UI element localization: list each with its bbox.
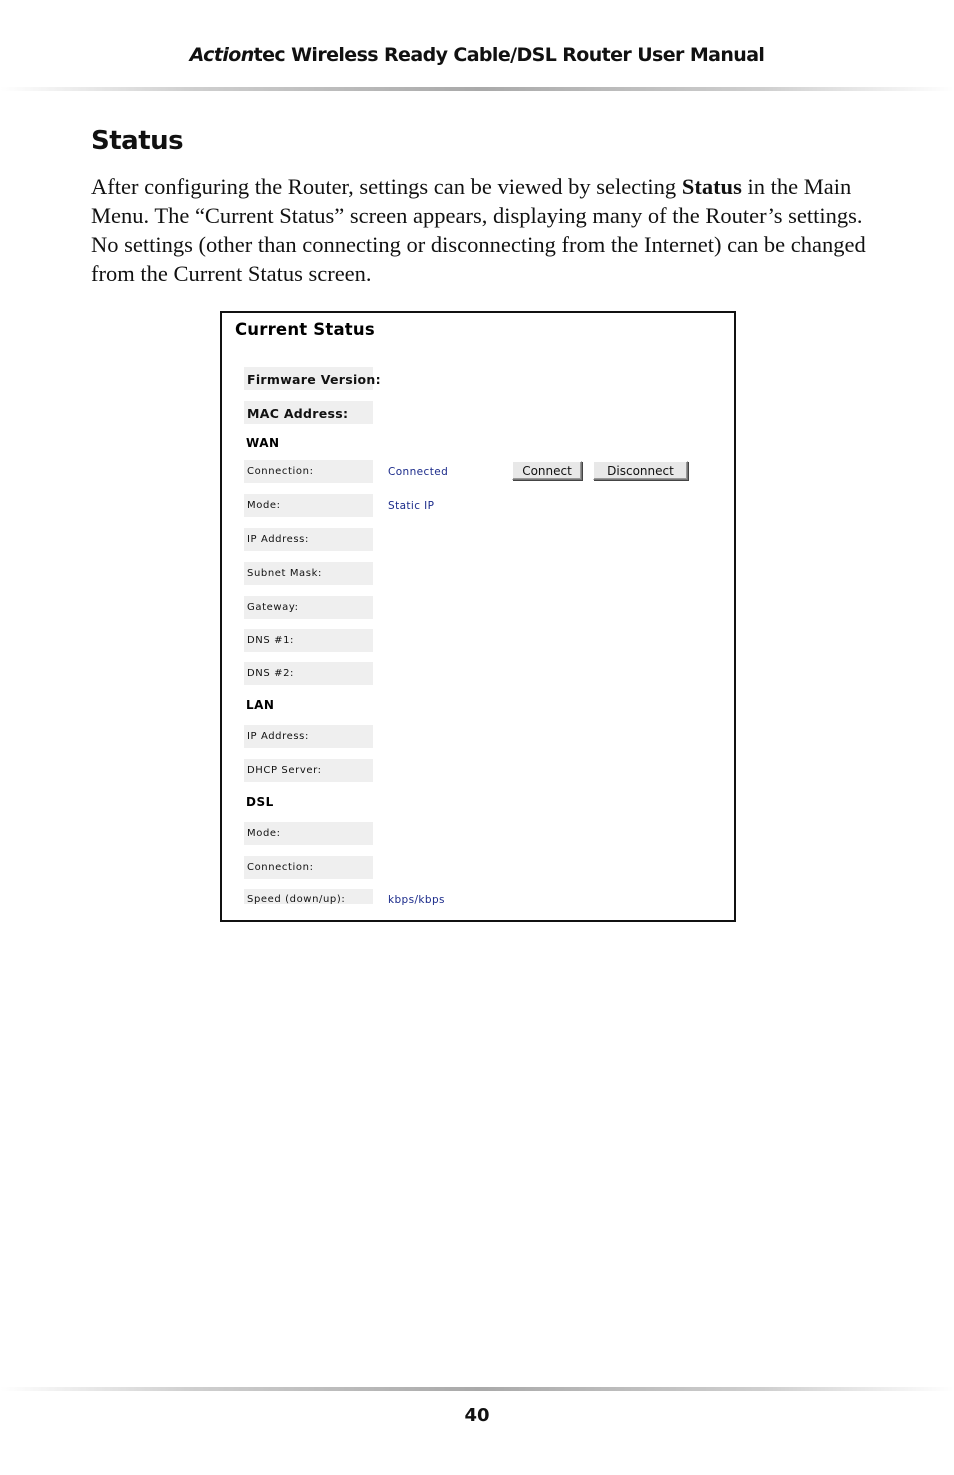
subnet-mask-label: Subnet Mask: xyxy=(247,568,322,579)
disconnect-button[interactable]: Disconnect xyxy=(593,461,688,480)
paragraph-text-2: in the Main Menu. The “Current Status” screen appears, displaying many of the Router’s settings. No settings (other than connecting or disconnecting from the Internet) can be changed from the Current Status screen. xyxy=(91,174,866,286)
connect-button[interactable]: Connect xyxy=(512,461,582,480)
screen-title: Current Status xyxy=(235,320,375,339)
lan-heading: LAN xyxy=(246,698,275,712)
dns1-label: DNS #1: xyxy=(247,635,295,646)
dsl-mode-label: Mode: xyxy=(247,828,281,839)
wan-connection-value: Connected xyxy=(388,466,449,478)
lan-ip-label: IP Address: xyxy=(247,731,309,742)
wan-mode-value: Static IP xyxy=(388,500,435,512)
wan-ip-label: IP Address: xyxy=(247,534,309,545)
speed-label: Speed (down/up): xyxy=(247,894,346,905)
page-number: 40 xyxy=(464,1405,490,1426)
paragraph-bold-status: Status xyxy=(681,174,742,199)
dns2-label: DNS #2: xyxy=(247,668,295,679)
header-title-text: tec Wireless Ready Cable/DSL Router User Manual xyxy=(253,44,765,66)
wan-connection-label: Connection: xyxy=(247,466,314,477)
mac-address-label: MAC Address: xyxy=(247,406,349,421)
paragraph-text-1: After configuring the Router, settings can be viewed by selecting xyxy=(91,174,682,199)
dsl-connection-label: Connection: xyxy=(247,862,314,873)
current-status-screenshot xyxy=(220,311,736,922)
gateway-label: Gateway: xyxy=(247,602,299,613)
section-title: Status xyxy=(91,126,184,156)
section-paragraph xyxy=(91,172,871,288)
wan-mode-label: Mode: xyxy=(247,500,281,511)
footer-rule xyxy=(0,1387,954,1391)
wan-heading: WAN xyxy=(246,436,280,450)
dsl-heading: DSL xyxy=(246,795,274,809)
manual-header-title xyxy=(0,44,954,66)
header-rule xyxy=(0,87,954,91)
header-brand: Action xyxy=(189,44,254,66)
dhcp-server-label: DHCP Server: xyxy=(247,765,322,776)
speed-value: kbps/kbps xyxy=(388,894,445,906)
firmware-version-label: Firmware Version: xyxy=(247,372,381,387)
